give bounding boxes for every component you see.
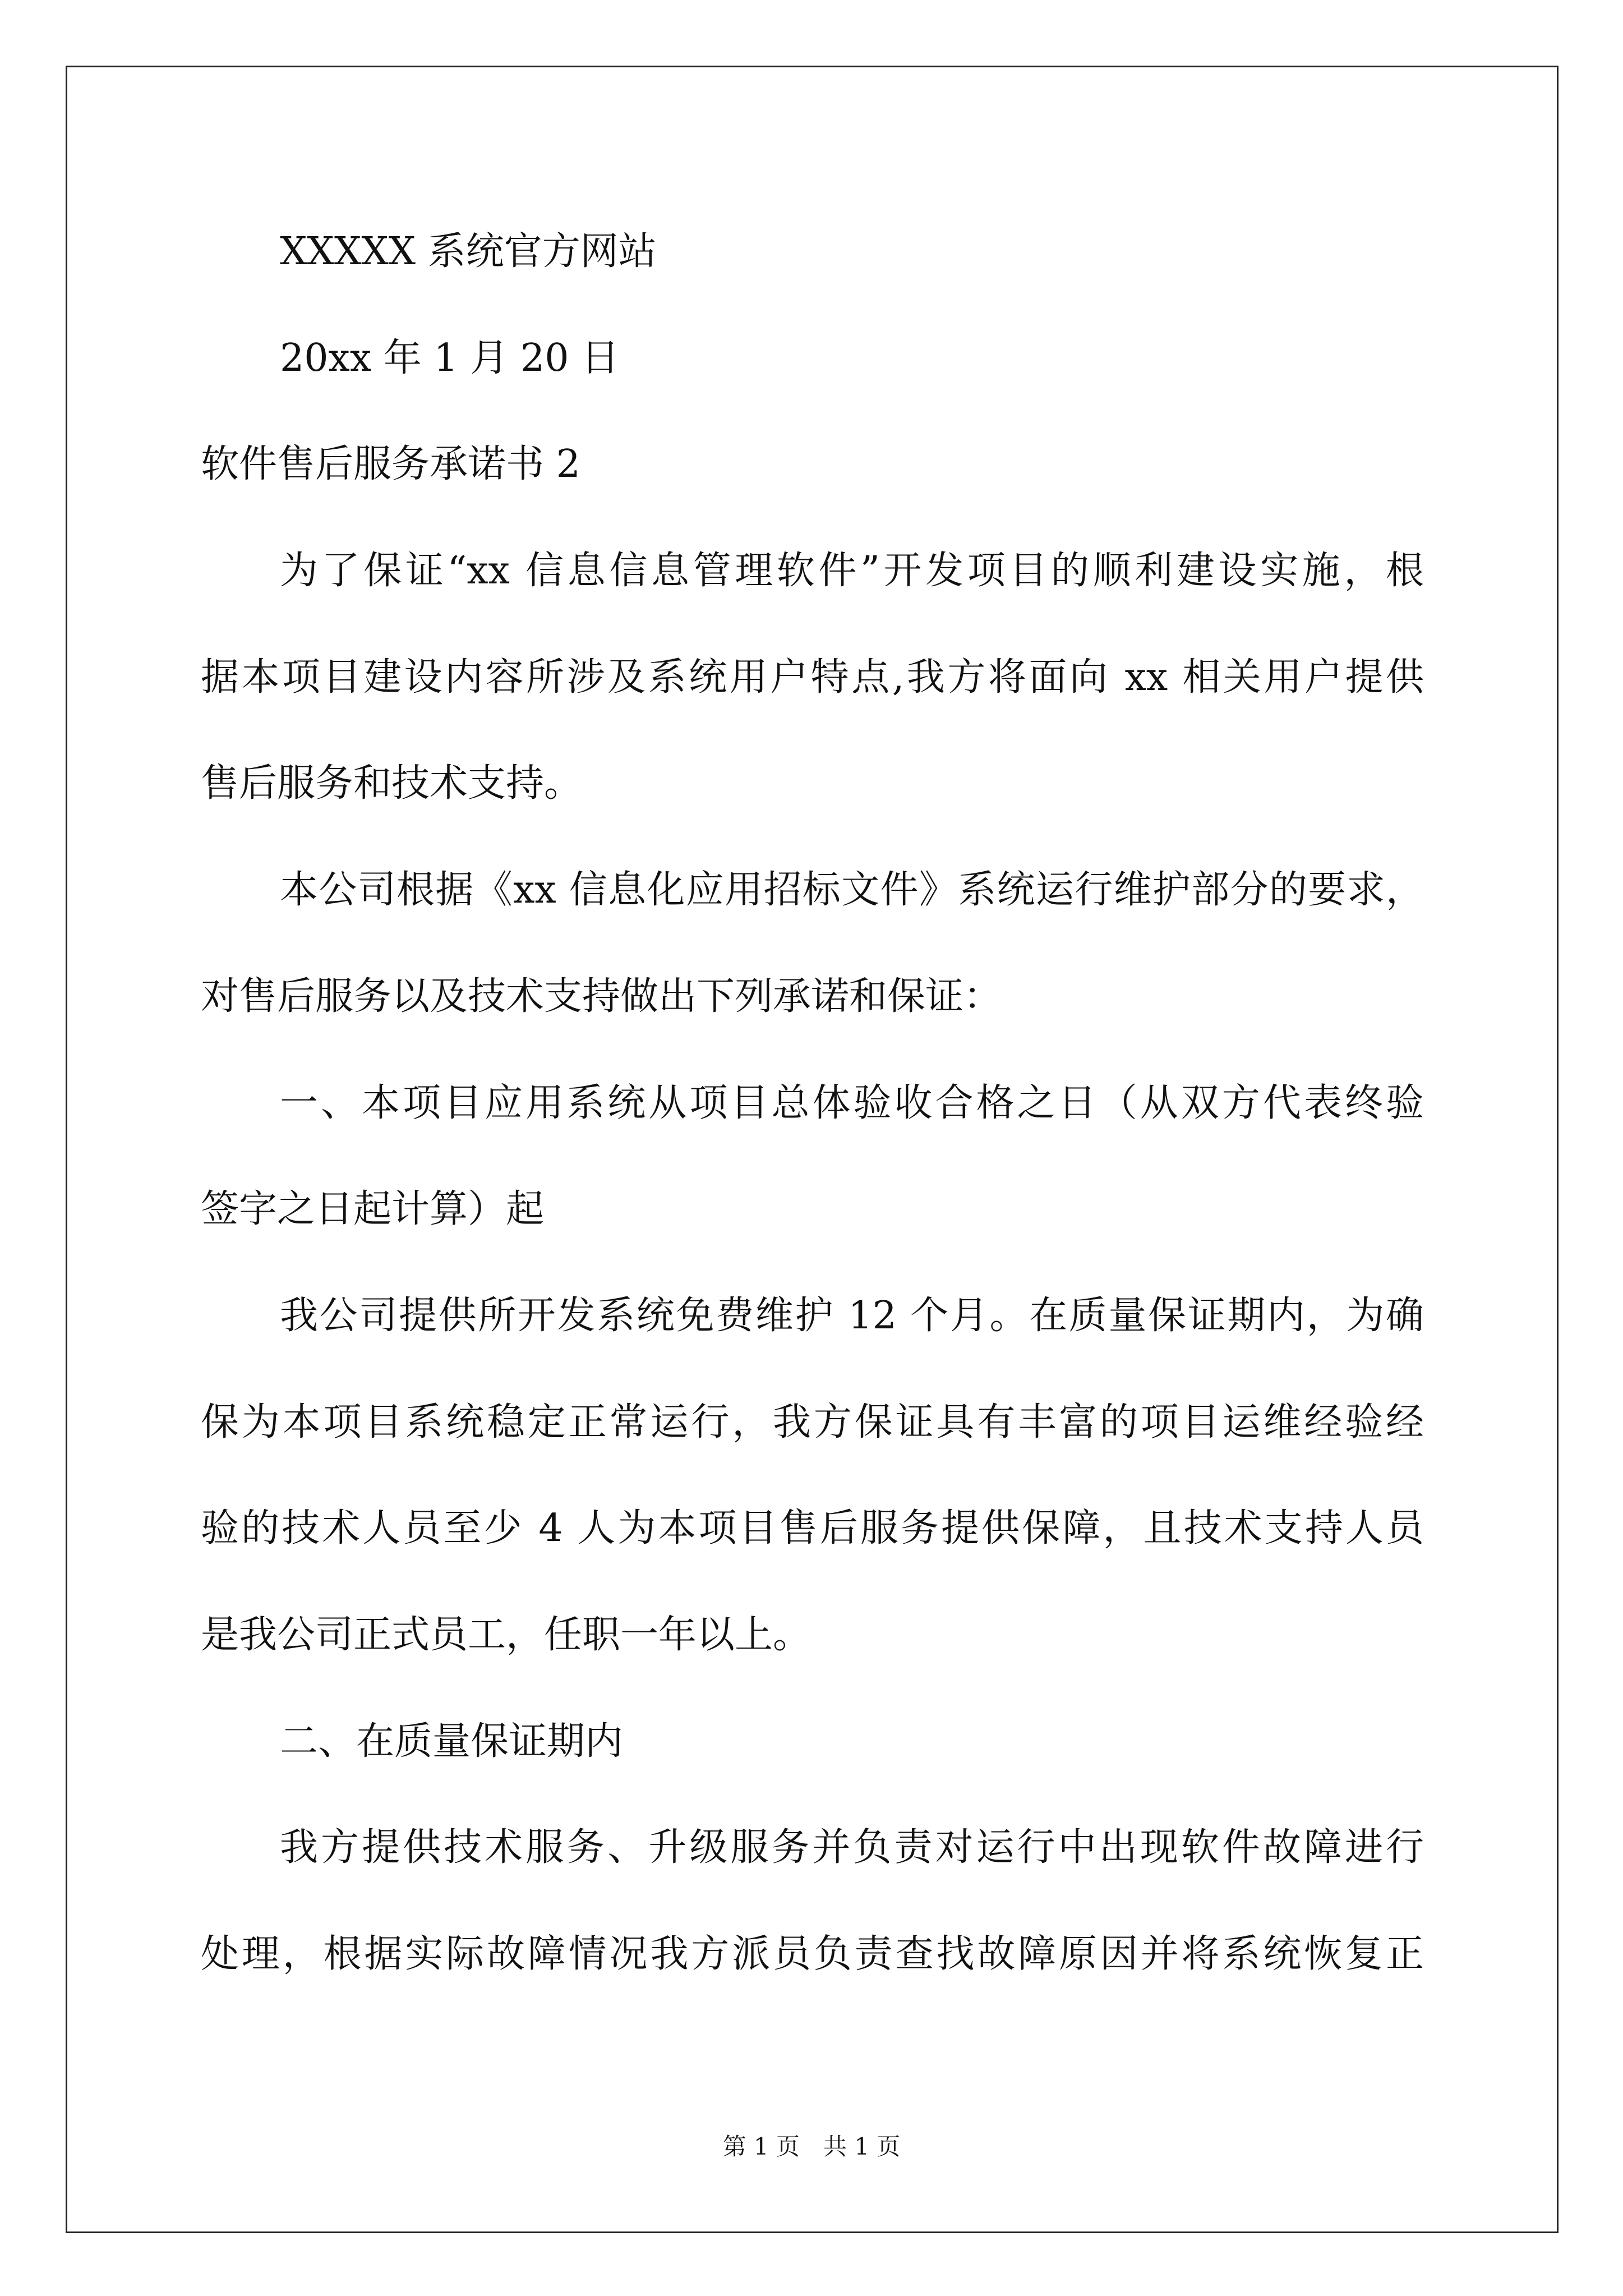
paragraph-line: 售后服务和技术支持。 [201,761,583,806]
page-number: 第 1 页 共 1 页 [722,2133,901,2160]
paragraph-line: 验的技术人员至少 4 人为本项目售后服务提供保障，且技术支持人员 [201,1506,1424,1551]
document-body [201,199,1424,2008]
paragraph-line: 据本项目建设内容所涉及系统用户特点,我方将面向 xx 相关用户提供 [201,655,1424,700]
paragraph-line: 为了保证“xx 信息信息管理软件”开发项目的顺利建设实施，根 [280,549,1424,593]
paragraph-line: 是我公司正式员工，任职一年以上。 [201,1612,811,1657]
paragraph [201,1050,1424,1263]
paragraph [201,1263,1424,1688]
paragraph [201,1688,1424,1795]
document-title: 软件售后服务承诺书 2 [201,442,580,487]
paragraph [201,837,1424,1050]
paragraph-line: 本公司根据《xx 信息化应用招标文件》系统运行维护部分的要求， [280,868,1424,913]
paragraph-line: 对售后服务以及技术支持做出下列承诺和保证： [201,974,1002,1019]
paragraph [201,518,1424,837]
paragraph-line: 处理，根据实际故障情况我方派员负责查找故障原因并将系统恢复正 [201,1932,1424,1976]
sender-name: XXXXX 系统官方网站 [280,229,657,274]
paragraph-line: 签字之日起计算）起 [201,1187,545,1232]
paragraph [201,1795,1424,2007]
paragraph-line: 我公司提供所开发系统免费维护 12 个月。在质量保证期内，为确 [280,1293,1424,1338]
document-date: 20xx 年 1 月 20 日 [280,335,620,380]
paragraph-line: 我方提供技术服务、升级服务并负责对运行中出现软件故障进行 [280,1825,1424,1870]
paragraph-line: 二、在质量保证期内 [280,1719,624,1764]
paragraph-line: 一、本项目应用系统从项目总体验收合格之日（从双方代表终验 [280,1080,1424,1125]
paragraph-line: 保为本项目系统稳定正常运行，我方保证具有丰富的项目运维经验经 [201,1400,1424,1444]
